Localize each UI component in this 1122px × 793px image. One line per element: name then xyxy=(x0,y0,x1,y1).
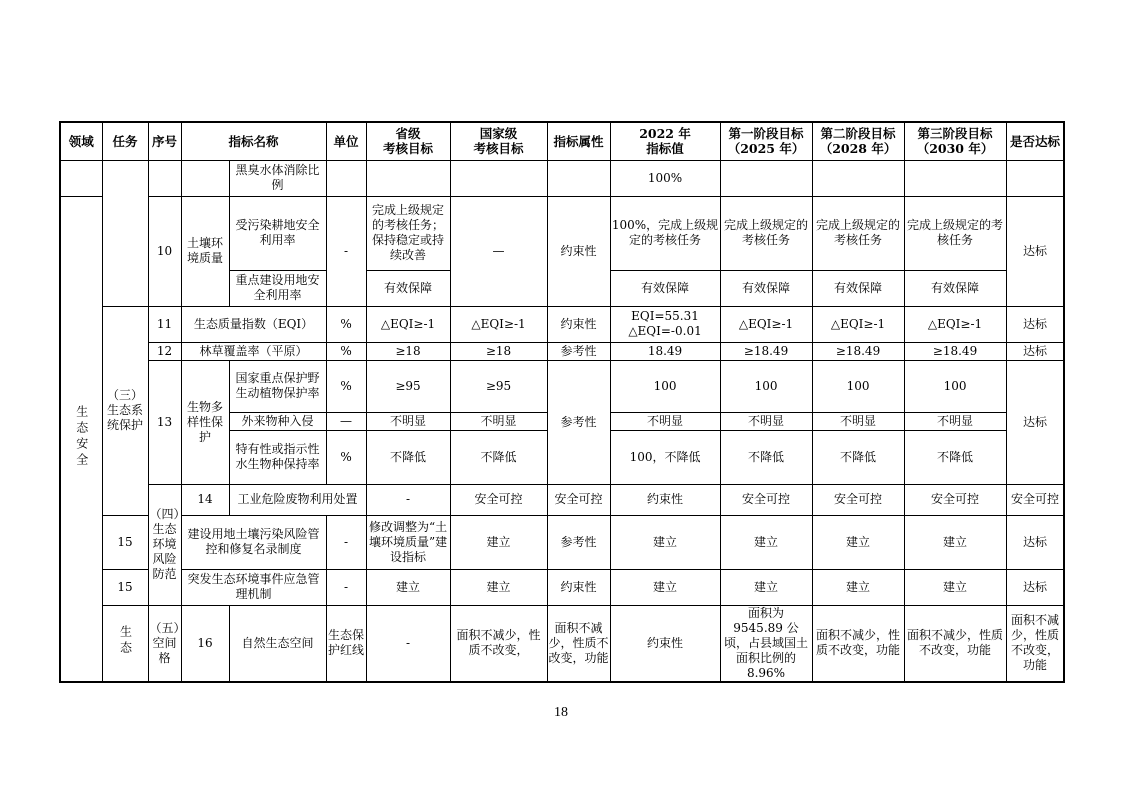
header-stage1: 第一阶段目标 （2025 年） xyxy=(720,122,812,160)
table-header-row xyxy=(60,122,1064,160)
header-2022: 2022 年 指标值 xyxy=(610,122,720,160)
indicator-table xyxy=(59,121,1065,683)
row-name: 黑臭水体消除比例 xyxy=(229,160,326,196)
domain-cell: 生态安全 xyxy=(60,196,102,682)
header-attr: 指标属性 xyxy=(547,122,610,160)
row-2022: 100% xyxy=(610,160,720,196)
table-row: 12 林草覆盖率（平原） % ≥18 ≥18 参考性 18.49 ≥18.49 ≥18.49 ≥18.49 达标 xyxy=(60,342,1064,360)
table-row: 15 建设用地土壤污染风险管控和修复名录制度 - 修改调整为“土壤环境质量”建设指标 建立 参考性 建立 建立 建立 建立 达标 xyxy=(60,515,1064,569)
task-cell: （三）生态系统保护 xyxy=(102,306,148,515)
header-stage2: 第二阶段目标 （2028 年） xyxy=(812,122,904,160)
table-row: 外来物种入侵 — 不明显 不明显 不明显 不明显 不明显 不明显 xyxy=(60,412,1064,430)
page-number: 18 xyxy=(554,705,568,720)
header-no: 序号 xyxy=(148,122,181,160)
table-row: 重点建设用地安全利用率 有效保障 有效保障 有效保障 有效保障 有效保障 xyxy=(60,270,1064,306)
header-prov: 省级 考核目标 xyxy=(366,122,450,160)
table-row: 13 生物多样性保护 国家重点保护野生动植物保护率 % ≥95 ≥95 参考性 100 100 100 100 达标 xyxy=(60,360,1064,412)
table-row xyxy=(60,160,1064,196)
task-cell: （四）生态环境风险防范 xyxy=(148,484,181,605)
table-row: 生态 （五）空间格 16 自然生态空间 生态保护红线 - 面积不减少，性质不改变， 面积不减少，性质不改变，功能 约束性 面积为 9545.89 公顷，占县域国土面积比例的 8.96% 面积不减少，性质不改变，功能 面积不减少，性质不改变，功能 面积不减少，性质不改变，功能 xyxy=(60,605,1064,682)
table-row: 特有性或指示性水生物种保持率 % 不降低 不降低 100，不降低 不降低 不降低 不降低 xyxy=(60,430,1064,484)
header-domain: 领域 xyxy=(60,122,102,160)
header-met: 是否达标 xyxy=(1006,122,1064,160)
domain-cell: 生态 xyxy=(102,605,148,682)
header-nat: 国家级 考核目标 xyxy=(450,122,547,160)
table-row: 生态安全 10 土壤环境质量 受污染耕地安全利用率 - 完成上级规定的考核任务；保持稳定或持续改善 — 约束性 100%，完成上级规定的考核任务 完成上级规定的考核任务 完成上级规定的考核任务 完成上级规定的考核任务 达标 xyxy=(60,196,1064,270)
header-unit: 单位 xyxy=(326,122,366,160)
table-row: （三）生态系统保护 11 生态质量指数（EQI） % △EQI≥-1 △EQI≥-1 约束性 EQI=55.31 △EQI=-0.01 △EQI≥-1 △EQI≥-1 △EQI≥-1 达标 xyxy=(60,306,1064,342)
table-row: （四）生态环境风险防范 14 工业危险废物利用处置 - 安全可控 安全可控 约束性 安全可控 安全可控 安全可控 安全可控 xyxy=(60,484,1064,515)
header-name: 指标名称 xyxy=(181,122,326,160)
header-task: 任务 xyxy=(102,122,148,160)
table-row: 15 突发生态环境事件应急管理机制 - 建立 建立 约束性 建立 建立 建立 建立 达标 xyxy=(60,569,1064,605)
header-stage3: 第三阶段目标 （2030 年） xyxy=(904,122,1006,160)
